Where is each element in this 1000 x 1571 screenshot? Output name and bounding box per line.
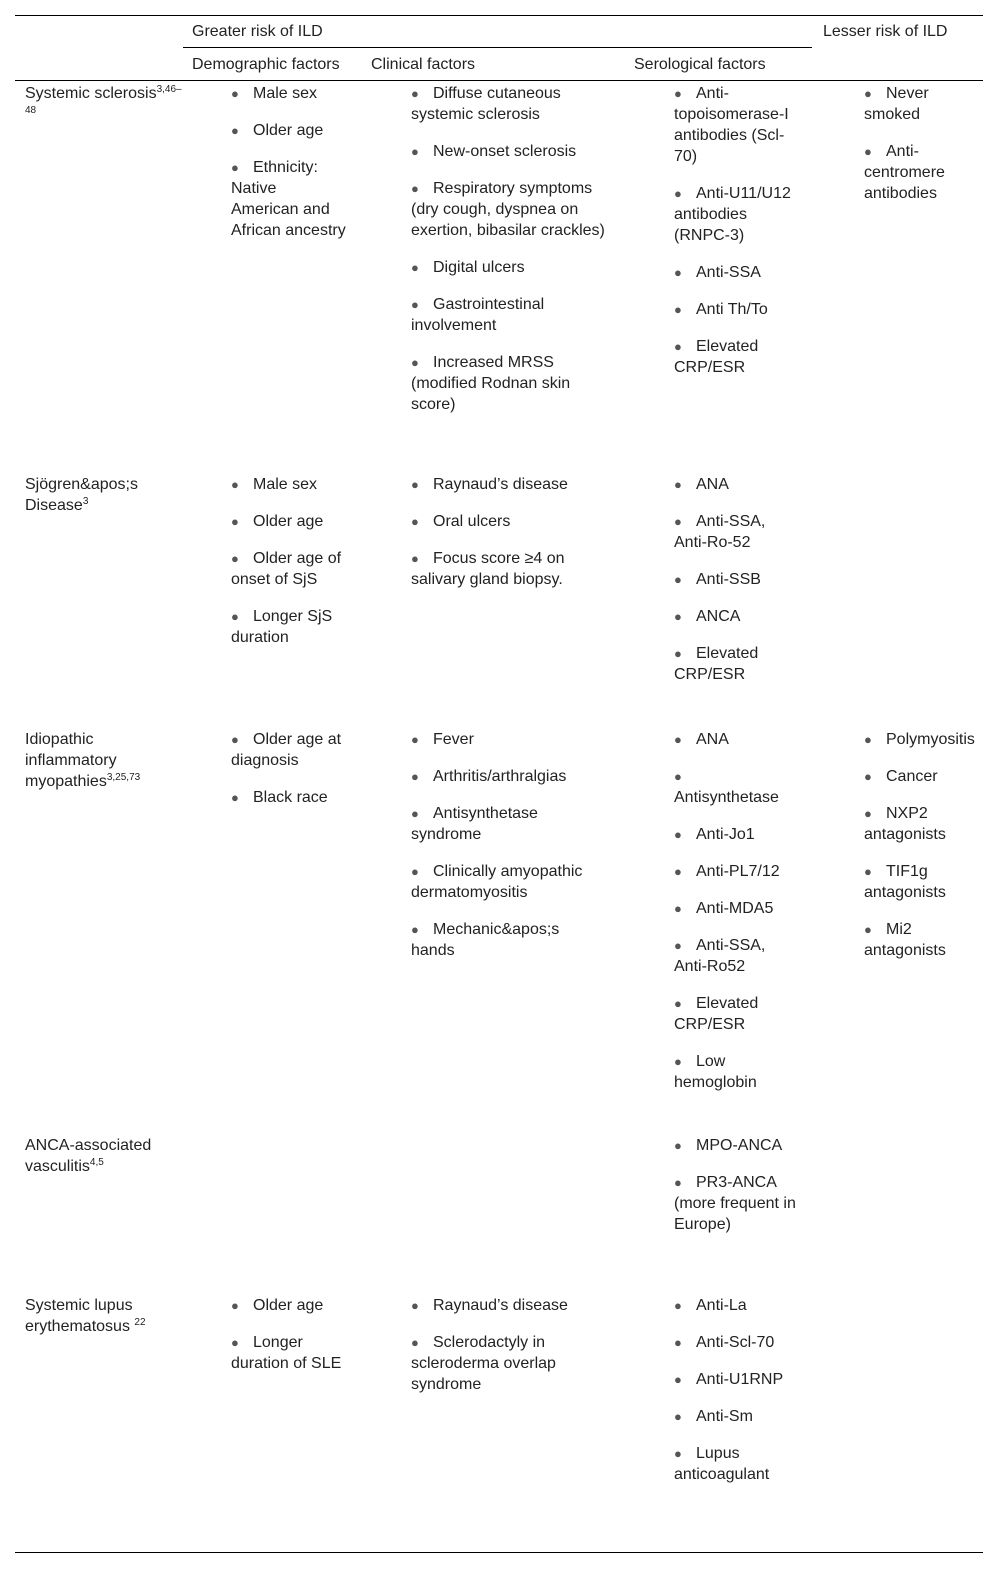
list-item <box>674 474 796 495</box>
list-item-text: Low hemoglobin <box>674 1053 757 1091</box>
list-item-text: Anti-SSB <box>696 571 761 588</box>
list-item <box>411 511 607 532</box>
list-item <box>674 1172 796 1235</box>
list-item-text: Clinically amyopathic dermatomyositis <box>411 863 583 901</box>
list-item-text: ANA <box>696 731 729 748</box>
list-item <box>411 474 607 495</box>
lesser-cell <box>864 83 984 220</box>
list-item-text: Anti-SSA <box>696 264 761 281</box>
bullet-icon: ● <box>411 355 419 370</box>
list-item-text: Anti-U1RNP <box>696 1371 784 1388</box>
list-item-text: Elevated CRP/ESR <box>674 338 759 376</box>
clinical-cell <box>411 474 607 606</box>
bullet-icon: ● <box>674 1054 682 1069</box>
list-item <box>864 729 984 750</box>
citation-superscript: 22 <box>134 1317 146 1328</box>
bullet-icon: ● <box>674 1335 682 1350</box>
list-item-text: Anti-topoisomerase-I antibodies (Scl-70) <box>674 85 789 165</box>
list-item-text: Older age <box>253 1297 324 1314</box>
list-item <box>231 120 347 141</box>
serological-list <box>674 1295 796 1485</box>
bullet-icon: ● <box>674 1372 682 1387</box>
demographic-cell <box>231 729 347 824</box>
bullet-icon: ● <box>674 86 682 101</box>
bullet-icon: ● <box>674 732 682 747</box>
list-item <box>674 935 796 977</box>
disease-label: Sjögren&apos;s Disease <box>25 476 138 514</box>
list-item-text: Antisynthetase <box>674 789 779 806</box>
bullet-icon: ● <box>411 477 419 492</box>
list-item-text: Elevated CRP/ESR <box>674 645 759 683</box>
list-item-text: Diffuse cutaneous systemic sclerosis <box>411 85 561 123</box>
list-item <box>231 157 347 241</box>
bullet-icon: ● <box>411 806 419 821</box>
bullet-icon: ● <box>411 297 419 312</box>
list-item <box>864 803 984 845</box>
clinical-cell <box>411 83 607 431</box>
list-item-text: Anti-PL7/12 <box>696 863 780 880</box>
citation-superscript: 3,46–48 <box>25 84 182 116</box>
header-bottom-rule <box>15 80 983 81</box>
list-item-text: Anti-SSA, Anti-Ro52 <box>674 937 766 975</box>
list-item <box>411 729 607 750</box>
list-item-text: Mi2 antagonists <box>864 921 946 959</box>
bullet-icon: ● <box>411 551 419 566</box>
list-item <box>231 511 347 532</box>
clinical-list <box>411 1295 607 1395</box>
list-item-text: TIF1g antagonists <box>864 863 946 901</box>
citation-superscript: 3 <box>82 496 89 507</box>
list-item <box>864 83 984 125</box>
bullet-icon: ● <box>674 302 682 317</box>
header-demographic: Demographic factors <box>192 56 340 73</box>
list-item <box>411 83 607 125</box>
list-item-text: Increased MRSS (modified Rodnan skin score) <box>411 354 571 413</box>
list-item <box>411 294 607 336</box>
list-item-text: Older age <box>253 513 324 530</box>
list-item-text: Anti Th/To <box>696 301 768 318</box>
bullet-icon: ● <box>864 86 872 101</box>
demographic-cell <box>231 83 347 257</box>
bullet-icon: ● <box>674 514 682 529</box>
list-item-text: Older age <box>253 122 324 139</box>
bullet-icon: ● <box>231 551 239 566</box>
bullet-icon: ● <box>411 1298 419 1313</box>
bullet-icon: ● <box>864 806 872 821</box>
list-item-text: Sclerodactyly in scleroderma overlap syndrome <box>411 1334 556 1393</box>
list-item-text: Elevated CRP/ESR <box>674 995 759 1033</box>
clinical-cell <box>411 1295 607 1411</box>
citation-superscript: 3,25,73 <box>106 772 141 783</box>
list-item-text: NXP2 antagonists <box>864 805 946 843</box>
list-item <box>674 898 796 919</box>
bullet-icon: ● <box>411 260 419 275</box>
demographic-cell <box>231 1295 347 1390</box>
bullet-icon: ● <box>411 864 419 879</box>
list-item <box>231 1332 347 1374</box>
header-lesser-risk: Lesser risk of ILD <box>823 23 948 40</box>
bullet-icon: ● <box>231 123 239 138</box>
list-item <box>411 919 607 961</box>
list-item-text: Anti-SSA, Anti-Ro-52 <box>674 513 766 551</box>
header-serological: Serological factors <box>634 56 766 73</box>
serological-cell <box>674 83 796 394</box>
demographic-list <box>231 729 347 808</box>
list-item <box>674 299 796 320</box>
list-item-text: Cancer <box>886 768 938 785</box>
bullet-icon: ● <box>674 186 682 201</box>
list-item <box>864 141 984 204</box>
bullet-icon: ● <box>231 1298 239 1313</box>
list-item <box>674 1369 796 1390</box>
clinical-list <box>411 474 607 590</box>
demographic-cell <box>231 474 347 664</box>
list-item <box>674 606 796 627</box>
disease-label: Systemic lupus erythematosus <box>25 1297 135 1335</box>
list-item <box>674 569 796 590</box>
bullet-icon: ● <box>231 1335 239 1350</box>
list-item <box>411 141 607 162</box>
bullet-icon: ● <box>864 732 872 747</box>
list-item-text: Male sex <box>253 476 318 493</box>
list-item-text: Anti-centromere antibodies <box>864 143 945 202</box>
list-item <box>411 766 607 787</box>
list-item-text: Anti-Sm <box>696 1408 753 1425</box>
list-item <box>411 803 607 845</box>
list-item <box>231 548 347 590</box>
list-item-text: Older age at diagnosis <box>231 731 342 769</box>
bullet-icon: ● <box>411 181 419 196</box>
bullet-icon: ● <box>231 609 239 624</box>
serological-list <box>674 474 796 685</box>
bullet-icon: ● <box>674 1409 682 1424</box>
list-item <box>674 1295 796 1316</box>
list-item-text: Antisynthetase syndrome <box>411 805 538 843</box>
bullet-icon: ● <box>674 572 682 587</box>
list-item <box>674 1135 796 1156</box>
bullet-icon: ● <box>674 827 682 842</box>
header-greater-risk: Greater risk of ILD <box>192 23 323 40</box>
bullet-icon: ● <box>674 769 682 784</box>
list-item-text: Lupus anticoagulant <box>674 1445 770 1483</box>
list-item-text: Older age of onset of SjS <box>231 550 342 588</box>
list-item <box>674 1332 796 1353</box>
list-item-text: Longer duration of SLE <box>231 1334 342 1372</box>
list-item <box>231 729 347 771</box>
list-item-text: Fever <box>433 731 474 748</box>
demographic-list <box>231 474 347 648</box>
bullet-icon: ● <box>231 477 239 492</box>
list-item-text: ANA <box>696 476 729 493</box>
list-item <box>674 766 796 808</box>
demographic-list <box>231 1295 347 1374</box>
list-item-text: Anti-La <box>696 1297 747 1314</box>
list-item-text: Gastrointestinal involvement <box>411 296 545 334</box>
list-item <box>864 919 984 961</box>
bullet-icon: ● <box>674 996 682 1011</box>
disease-name <box>25 1135 185 1177</box>
list-item <box>674 861 796 882</box>
list-item <box>411 861 607 903</box>
bullet-icon: ● <box>231 160 239 175</box>
list-item-text: Anti-Jo1 <box>696 826 755 843</box>
list-item <box>411 1332 607 1395</box>
bullet-icon: ● <box>674 339 682 354</box>
list-item-text: Black race <box>253 789 328 806</box>
list-item <box>864 861 984 903</box>
list-item <box>411 1295 607 1316</box>
disease-label: ANCA-associated vasculitis <box>25 1137 152 1175</box>
demographic-list <box>231 83 347 241</box>
list-item <box>231 606 347 648</box>
bullet-icon: ● <box>674 265 682 280</box>
disease-label: Idiopathic inflammatory myopathies <box>25 731 117 790</box>
list-item-text: Anti-U11/U12 antibodies (RNPC-3) <box>674 185 791 244</box>
list-item <box>674 511 796 553</box>
bullet-icon: ● <box>674 1298 682 1313</box>
list-item <box>674 1406 796 1427</box>
list-item-text: Anti-Scl-70 <box>696 1334 775 1351</box>
greater-risk-underline <box>183 47 812 48</box>
list-item-text: Ethnicity: Native American and African ancestry <box>231 159 346 239</box>
disease-label: Systemic sclerosis <box>25 85 157 102</box>
serological-list <box>674 729 796 1093</box>
list-item-text: Longer SjS duration <box>231 608 333 646</box>
list-item <box>674 824 796 845</box>
list-item <box>411 178 607 241</box>
list-item <box>674 993 796 1035</box>
list-item <box>674 262 796 283</box>
serological-cell <box>674 729 796 1109</box>
disease-name <box>25 474 185 516</box>
bullet-icon: ● <box>411 922 419 937</box>
bullet-icon: ● <box>864 922 872 937</box>
list-item-text: Polymyositis <box>886 731 975 748</box>
list-item <box>411 548 607 590</box>
list-item <box>674 336 796 378</box>
serological-cell <box>674 1135 796 1251</box>
table-top-rule <box>15 15 983 16</box>
clinical-cell <box>411 729 607 977</box>
list-item-text: ANCA <box>696 608 741 625</box>
bullet-icon: ● <box>231 514 239 529</box>
bullet-icon: ● <box>411 144 419 159</box>
list-item <box>674 1051 796 1093</box>
bullet-icon: ● <box>231 790 239 805</box>
bullet-icon: ● <box>231 86 239 101</box>
citation-superscript: 4,5 <box>89 1157 104 1168</box>
bullet-icon: ● <box>411 514 419 529</box>
list-item-text: Oral ulcers <box>433 513 511 530</box>
header-clinical: Clinical factors <box>371 56 476 73</box>
list-item-text: Arthritis/arthralgias <box>433 768 567 785</box>
bullet-icon: ● <box>864 144 872 159</box>
bullet-icon: ● <box>411 769 419 784</box>
list-item-text: Digital ulcers <box>433 259 525 276</box>
bullet-icon: ● <box>674 477 682 492</box>
list-item-text: Raynaud’s disease <box>433 476 568 493</box>
list-item-text: Never smoked <box>864 85 929 123</box>
list-item <box>674 729 796 750</box>
bullet-icon: ● <box>674 901 682 916</box>
serological-list <box>674 1135 796 1235</box>
disease-name <box>25 729 185 792</box>
list-item-text: MPO-ANCA <box>696 1137 783 1154</box>
bullet-icon: ● <box>411 86 419 101</box>
bullet-icon: ● <box>864 769 872 784</box>
serological-cell <box>674 1295 796 1501</box>
list-item-text: New-onset sclerosis <box>433 143 577 160</box>
lesser-cell <box>864 729 984 977</box>
list-item <box>864 766 984 787</box>
disease-name <box>25 1295 185 1337</box>
bullet-icon: ● <box>411 1335 419 1350</box>
list-item <box>411 257 607 278</box>
list-item <box>674 183 796 246</box>
serological-list <box>674 83 796 378</box>
list-item <box>411 352 607 415</box>
bullet-icon: ● <box>231 732 239 747</box>
list-item-text: Mechanic&apos;s hands <box>411 921 560 959</box>
bullet-icon: ● <box>674 646 682 661</box>
table-bottom-rule <box>15 1552 983 1553</box>
list-item-text: PR3-ANCA (more frequent in Europe) <box>674 1174 796 1233</box>
bullet-icon: ● <box>674 609 682 624</box>
list-item-text: Respiratory symptoms (dry cough, dyspnea on exertion, bibasilar crackles) <box>411 180 605 239</box>
list-item <box>674 643 796 685</box>
list-item <box>231 83 347 104</box>
list-item-text: Raynaud’s disease <box>433 1297 568 1314</box>
clinical-list <box>411 729 607 961</box>
bullet-icon: ● <box>674 864 682 879</box>
disease-name <box>25 83 185 125</box>
list-item <box>674 1443 796 1485</box>
lesser-list <box>864 83 984 204</box>
bullet-icon: ● <box>674 938 682 953</box>
clinical-list <box>411 83 607 415</box>
serological-cell <box>674 474 796 701</box>
bullet-icon: ● <box>674 1446 682 1461</box>
bullet-icon: ● <box>411 732 419 747</box>
list-item-text: Anti-MDA5 <box>696 900 774 917</box>
list-item <box>674 83 796 167</box>
bullet-icon: ● <box>674 1175 682 1190</box>
list-item-text: Focus score ≥4 on salivary gland biopsy. <box>411 550 565 588</box>
list-item <box>231 787 347 808</box>
lesser-list <box>864 729 984 961</box>
bullet-icon: ● <box>864 864 872 879</box>
bullet-icon: ● <box>674 1138 682 1153</box>
list-item <box>231 1295 347 1316</box>
list-item <box>231 474 347 495</box>
list-item-text: Male sex <box>253 85 318 102</box>
